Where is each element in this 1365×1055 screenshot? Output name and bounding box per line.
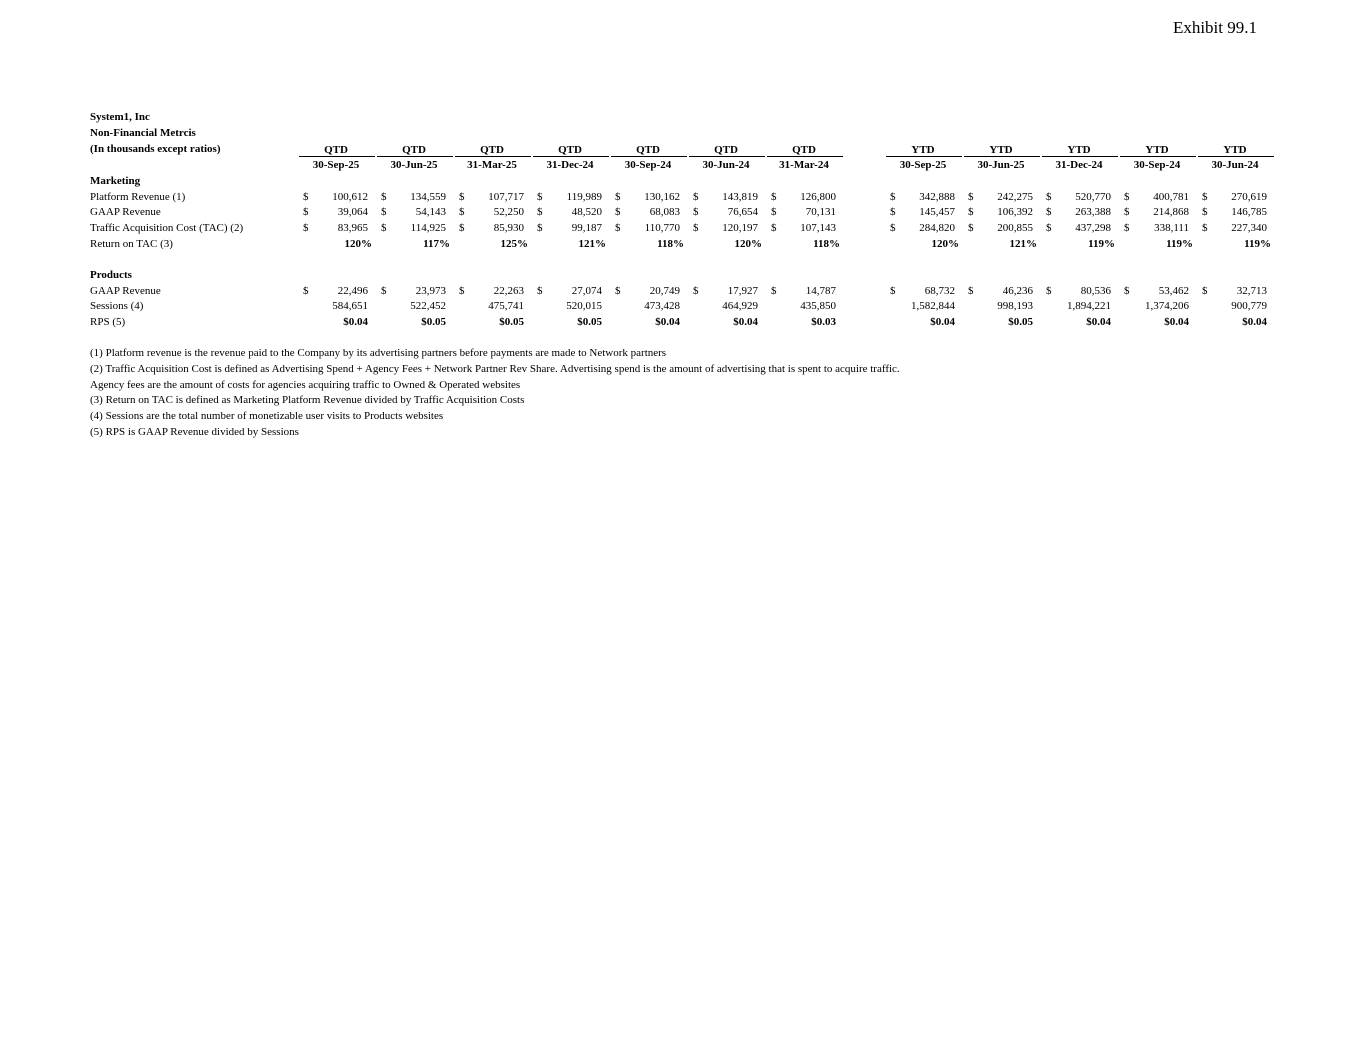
currency-symbol: $	[968, 190, 974, 203]
currency-symbol: $	[1124, 284, 1130, 297]
qtd-value: 68,083	[649, 206, 680, 219]
currency-symbol: $	[537, 206, 543, 219]
row-label: Sessions (4)	[90, 300, 144, 313]
ytd-value: $0.05	[1008, 316, 1033, 329]
qtd-value: 17,927	[727, 284, 758, 297]
ytd-value: 119%	[1088, 237, 1115, 250]
currency-symbol: $	[459, 206, 465, 219]
qtd-value: $0.05	[499, 316, 524, 329]
qtd-value: 107,717	[488, 190, 524, 203]
currency-symbol: $	[381, 206, 387, 219]
currency-symbol: $	[615, 190, 621, 203]
ytd-value: 263,388	[1075, 206, 1111, 219]
currency-symbol: $	[615, 222, 621, 235]
currency-symbol: $	[1124, 206, 1130, 219]
qtd-value: 14,787	[805, 284, 836, 297]
qtd-date-header: 31-Mar-25	[467, 159, 517, 171]
ytd-value: 53,462	[1158, 284, 1189, 297]
qtd-value: 52,250	[493, 206, 524, 219]
section-title: Products	[90, 269, 132, 281]
qtd-value: 522,452	[410, 300, 446, 313]
qtd-value: 520,015	[566, 300, 602, 313]
qtd-value: $0.05	[421, 316, 446, 329]
ytd-value: 1,894,221	[1067, 300, 1111, 313]
exhibit-number: Exhibit 99.1	[1172, 18, 1257, 37]
qtd-value: 20,749	[649, 284, 680, 297]
ytd-value: 32,713	[1236, 284, 1267, 297]
ytd-value: 338,111	[1154, 222, 1189, 235]
footnote: (4) Sessions are the total number of monetizable user visits to Products websites	[90, 410, 444, 423]
row-label: Return on TAC (3)	[90, 237, 173, 250]
report-units: (In thousands except ratios)	[90, 142, 221, 155]
qtd-value: 118%	[813, 237, 840, 250]
qtd-value: 475,741	[488, 300, 524, 313]
qtd-value: 120%	[734, 237, 762, 250]
ytd-value: 106,392	[997, 206, 1033, 219]
footnote: (3) Return on TAC is defined as Marketing Platform Revenue divided by Traffic Acquisition Costs	[90, 394, 525, 407]
qtd-value: 143,819	[722, 190, 758, 203]
footnote: (2) Traffic Acquisition Cost is defined as Advertising Spend + Agency Fees + Network Partner Rev Share. Advertising spend is the amount of advertising that is spent to acquire traffic.	[90, 362, 900, 375]
currency-symbol: $	[771, 284, 777, 297]
qtd-header-underline	[377, 156, 453, 157]
qtd-period-header: QTD	[714, 144, 738, 156]
qtd-value: $0.05	[577, 316, 602, 329]
ytd-value: 120%	[931, 237, 959, 250]
currency-symbol: $	[693, 222, 699, 235]
qtd-date-header: 30-Sep-25	[312, 159, 360, 171]
currency-symbol: $	[381, 190, 387, 203]
ytd-value: 46,236	[1002, 284, 1033, 297]
ytd-period-header: YTD	[989, 144, 1013, 156]
qtd-value: 119,989	[566, 190, 602, 203]
qtd-header-underline	[767, 156, 843, 157]
currency-symbol: $	[1124, 222, 1130, 235]
qtd-value: 125%	[500, 237, 528, 250]
currency-symbol: $	[890, 222, 896, 235]
ytd-value: $0.04	[1164, 316, 1189, 329]
ytd-value: 342,888	[919, 190, 955, 203]
ytd-date-header: 30-Sep-25	[899, 159, 947, 171]
qtd-period-header: QTD	[558, 144, 582, 156]
currency-symbol: $	[693, 190, 699, 203]
currency-symbol: $	[890, 190, 896, 203]
qtd-header-underline	[299, 156, 375, 157]
qtd-value: 130,162	[644, 190, 680, 203]
currency-symbol: $	[459, 222, 465, 235]
qtd-value: 22,496	[337, 284, 368, 297]
qtd-value: 120,197	[722, 222, 758, 235]
qtd-value: 48,520	[571, 206, 602, 219]
qtd-date-header: 30-Jun-25	[390, 159, 438, 171]
qtd-value: 473,428	[644, 300, 680, 313]
ytd-period-header: YTD	[1067, 144, 1091, 156]
ytd-header-underline	[964, 156, 1040, 157]
footnote: (1) Platform revenue is the revenue paid to the Company by its advertising partners before payments are made to Network partners	[90, 347, 667, 359]
qtd-value: 118%	[657, 237, 684, 250]
currency-symbol: $	[615, 206, 621, 219]
ytd-header-underline	[1042, 156, 1118, 157]
ytd-value: 284,820	[919, 222, 955, 235]
ytd-value: 146,785	[1231, 206, 1267, 219]
ytd-header-underline	[1198, 156, 1274, 157]
ytd-value: 227,340	[1231, 222, 1267, 235]
qtd-value: 107,143	[800, 222, 836, 235]
currency-symbol: $	[537, 190, 543, 203]
ytd-value: 520,770	[1075, 190, 1111, 203]
footnotes	[90, 346, 900, 441]
currency-symbol: $	[381, 284, 387, 297]
qtd-period-header: QTD	[324, 144, 348, 156]
qtd-value: 99,187	[571, 222, 602, 235]
ytd-value: 400,781	[1153, 190, 1189, 203]
report-subtitle: Non-Financial Metrcis	[90, 126, 196, 139]
currency-symbol: $	[615, 284, 621, 297]
currency-symbol: $	[381, 222, 387, 235]
qtd-date-header: 30-Sep-24	[624, 159, 672, 171]
qtd-value: 435,850	[800, 300, 836, 313]
currency-symbol: $	[1046, 284, 1052, 297]
currency-symbol: $	[537, 284, 543, 297]
currency-symbol: $	[890, 284, 896, 297]
currency-symbol: $	[303, 222, 309, 235]
qtd-value: 584,651	[332, 300, 368, 313]
ytd-value: 200,855	[997, 222, 1033, 235]
currency-symbol: $	[459, 284, 465, 297]
ytd-header-underline	[1120, 156, 1196, 157]
row-label: Platform Revenue (1)	[90, 190, 186, 203]
qtd-value: 83,965	[337, 222, 368, 235]
qtd-value: 134,559	[410, 190, 446, 203]
ytd-value: 119%	[1244, 237, 1271, 250]
currency-symbol: $	[968, 284, 974, 297]
qtd-value: 464,929	[722, 300, 758, 313]
ytd-value: $0.04	[1242, 316, 1267, 329]
qtd-header-underline	[455, 156, 531, 157]
currency-symbol: $	[1202, 206, 1208, 219]
ytd-value: 214,868	[1153, 206, 1189, 219]
qtd-value: 85,930	[493, 222, 524, 235]
currency-symbol: $	[459, 190, 465, 203]
ytd-period-header: YTD	[911, 144, 935, 156]
qtd-value: 70,131	[805, 206, 836, 219]
qtd-value: 117%	[423, 237, 450, 250]
qtd-header-underline	[611, 156, 687, 157]
row-label: GAAP Revenue	[90, 284, 161, 297]
currency-symbol: $	[890, 206, 896, 219]
ytd-value: 121%	[1009, 237, 1037, 250]
currency-symbol: $	[968, 206, 974, 219]
qtd-value: 54,143	[415, 206, 446, 219]
ytd-value: 242,275	[997, 190, 1033, 203]
ytd-value: 998,193	[997, 300, 1033, 313]
qtd-value: 76,654	[727, 206, 758, 219]
qtd-value: 27,074	[571, 284, 602, 297]
ytd-header-underline	[886, 156, 962, 157]
qtd-date-header: 31-Mar-24	[779, 159, 829, 171]
qtd-value: 110,770	[644, 222, 680, 235]
currency-symbol: $	[1202, 190, 1208, 203]
currency-symbol: $	[1046, 206, 1052, 219]
ytd-value: $0.04	[930, 316, 955, 329]
ytd-value: 1,374,206	[1145, 300, 1189, 313]
ytd-date-header: 31-Dec-24	[1055, 159, 1103, 171]
ytd-value: 80,536	[1080, 284, 1111, 297]
qtd-value: 23,973	[415, 284, 446, 297]
currency-symbol: $	[693, 284, 699, 297]
currency-symbol: $	[771, 190, 777, 203]
footnote: Agency fees are the amount of costs for agencies acquiring traffic to Owned & Operated websites	[90, 378, 521, 391]
ytd-date-header: 30-Sep-24	[1133, 159, 1181, 171]
ytd-value: 437,298	[1075, 222, 1111, 235]
qtd-period-header: QTD	[480, 144, 504, 156]
currency-symbol: $	[1202, 222, 1208, 235]
qtd-value: 39,064	[337, 206, 368, 219]
row-label: Traffic Acquisition Cost (TAC) (2)	[90, 222, 244, 235]
qtd-period-header: QTD	[402, 144, 426, 156]
qtd-value: 120%	[344, 237, 372, 250]
ytd-value: 68,732	[924, 284, 955, 297]
currency-symbol: $	[303, 284, 309, 297]
currency-symbol: $	[771, 222, 777, 235]
ytd-value: $0.04	[1086, 316, 1111, 329]
ytd-date-header: 30-Jun-24	[1211, 159, 1259, 171]
currency-symbol: $	[1202, 284, 1208, 297]
qtd-header-underline	[689, 156, 765, 157]
currency-symbol: $	[693, 206, 699, 219]
currency-symbol: $	[303, 190, 309, 203]
row-label: RPS (5)	[90, 316, 126, 329]
currency-symbol: $	[537, 222, 543, 235]
row-label: GAAP Revenue	[90, 206, 161, 219]
section-title: Marketing	[90, 175, 141, 187]
qtd-value: 100,612	[332, 190, 368, 203]
qtd-value: 114,925	[410, 222, 446, 235]
currency-symbol: $	[1124, 190, 1130, 203]
ytd-period-header: YTD	[1145, 144, 1169, 156]
qtd-value: 126,800	[800, 190, 836, 203]
qtd-period-header: QTD	[636, 144, 660, 156]
currency-symbol: $	[968, 222, 974, 235]
ytd-period-header: YTD	[1223, 144, 1247, 156]
qtd-value: 121%	[578, 237, 606, 250]
qtd-period-header: QTD	[792, 144, 816, 156]
company-name: System1, Inc	[90, 111, 150, 123]
ytd-value: 1,582,844	[911, 300, 955, 313]
currency-symbol: $	[303, 206, 309, 219]
qtd-value: $0.04	[733, 316, 758, 329]
qtd-header-underline	[533, 156, 609, 157]
currency-symbol: $	[1046, 190, 1052, 203]
currency-symbol: $	[771, 206, 777, 219]
currency-symbol: $	[1046, 222, 1052, 235]
qtd-value: $0.04	[343, 316, 368, 329]
ytd-date-header: 30-Jun-25	[977, 159, 1025, 171]
footnote: (5) RPS is GAAP Revenue divided by Sessions	[90, 425, 299, 438]
ytd-value: 119%	[1166, 237, 1193, 250]
ytd-value: 145,457	[919, 206, 955, 219]
qtd-value: $0.04	[655, 316, 680, 329]
qtd-date-header: 30-Jun-24	[702, 159, 750, 171]
qtd-date-header: 31-Dec-24	[546, 159, 594, 171]
qtd-value: $0.03	[811, 316, 836, 329]
ytd-value: 270,619	[1231, 190, 1267, 203]
ytd-value: 900,779	[1231, 300, 1267, 313]
qtd-value: 22,263	[493, 284, 524, 297]
